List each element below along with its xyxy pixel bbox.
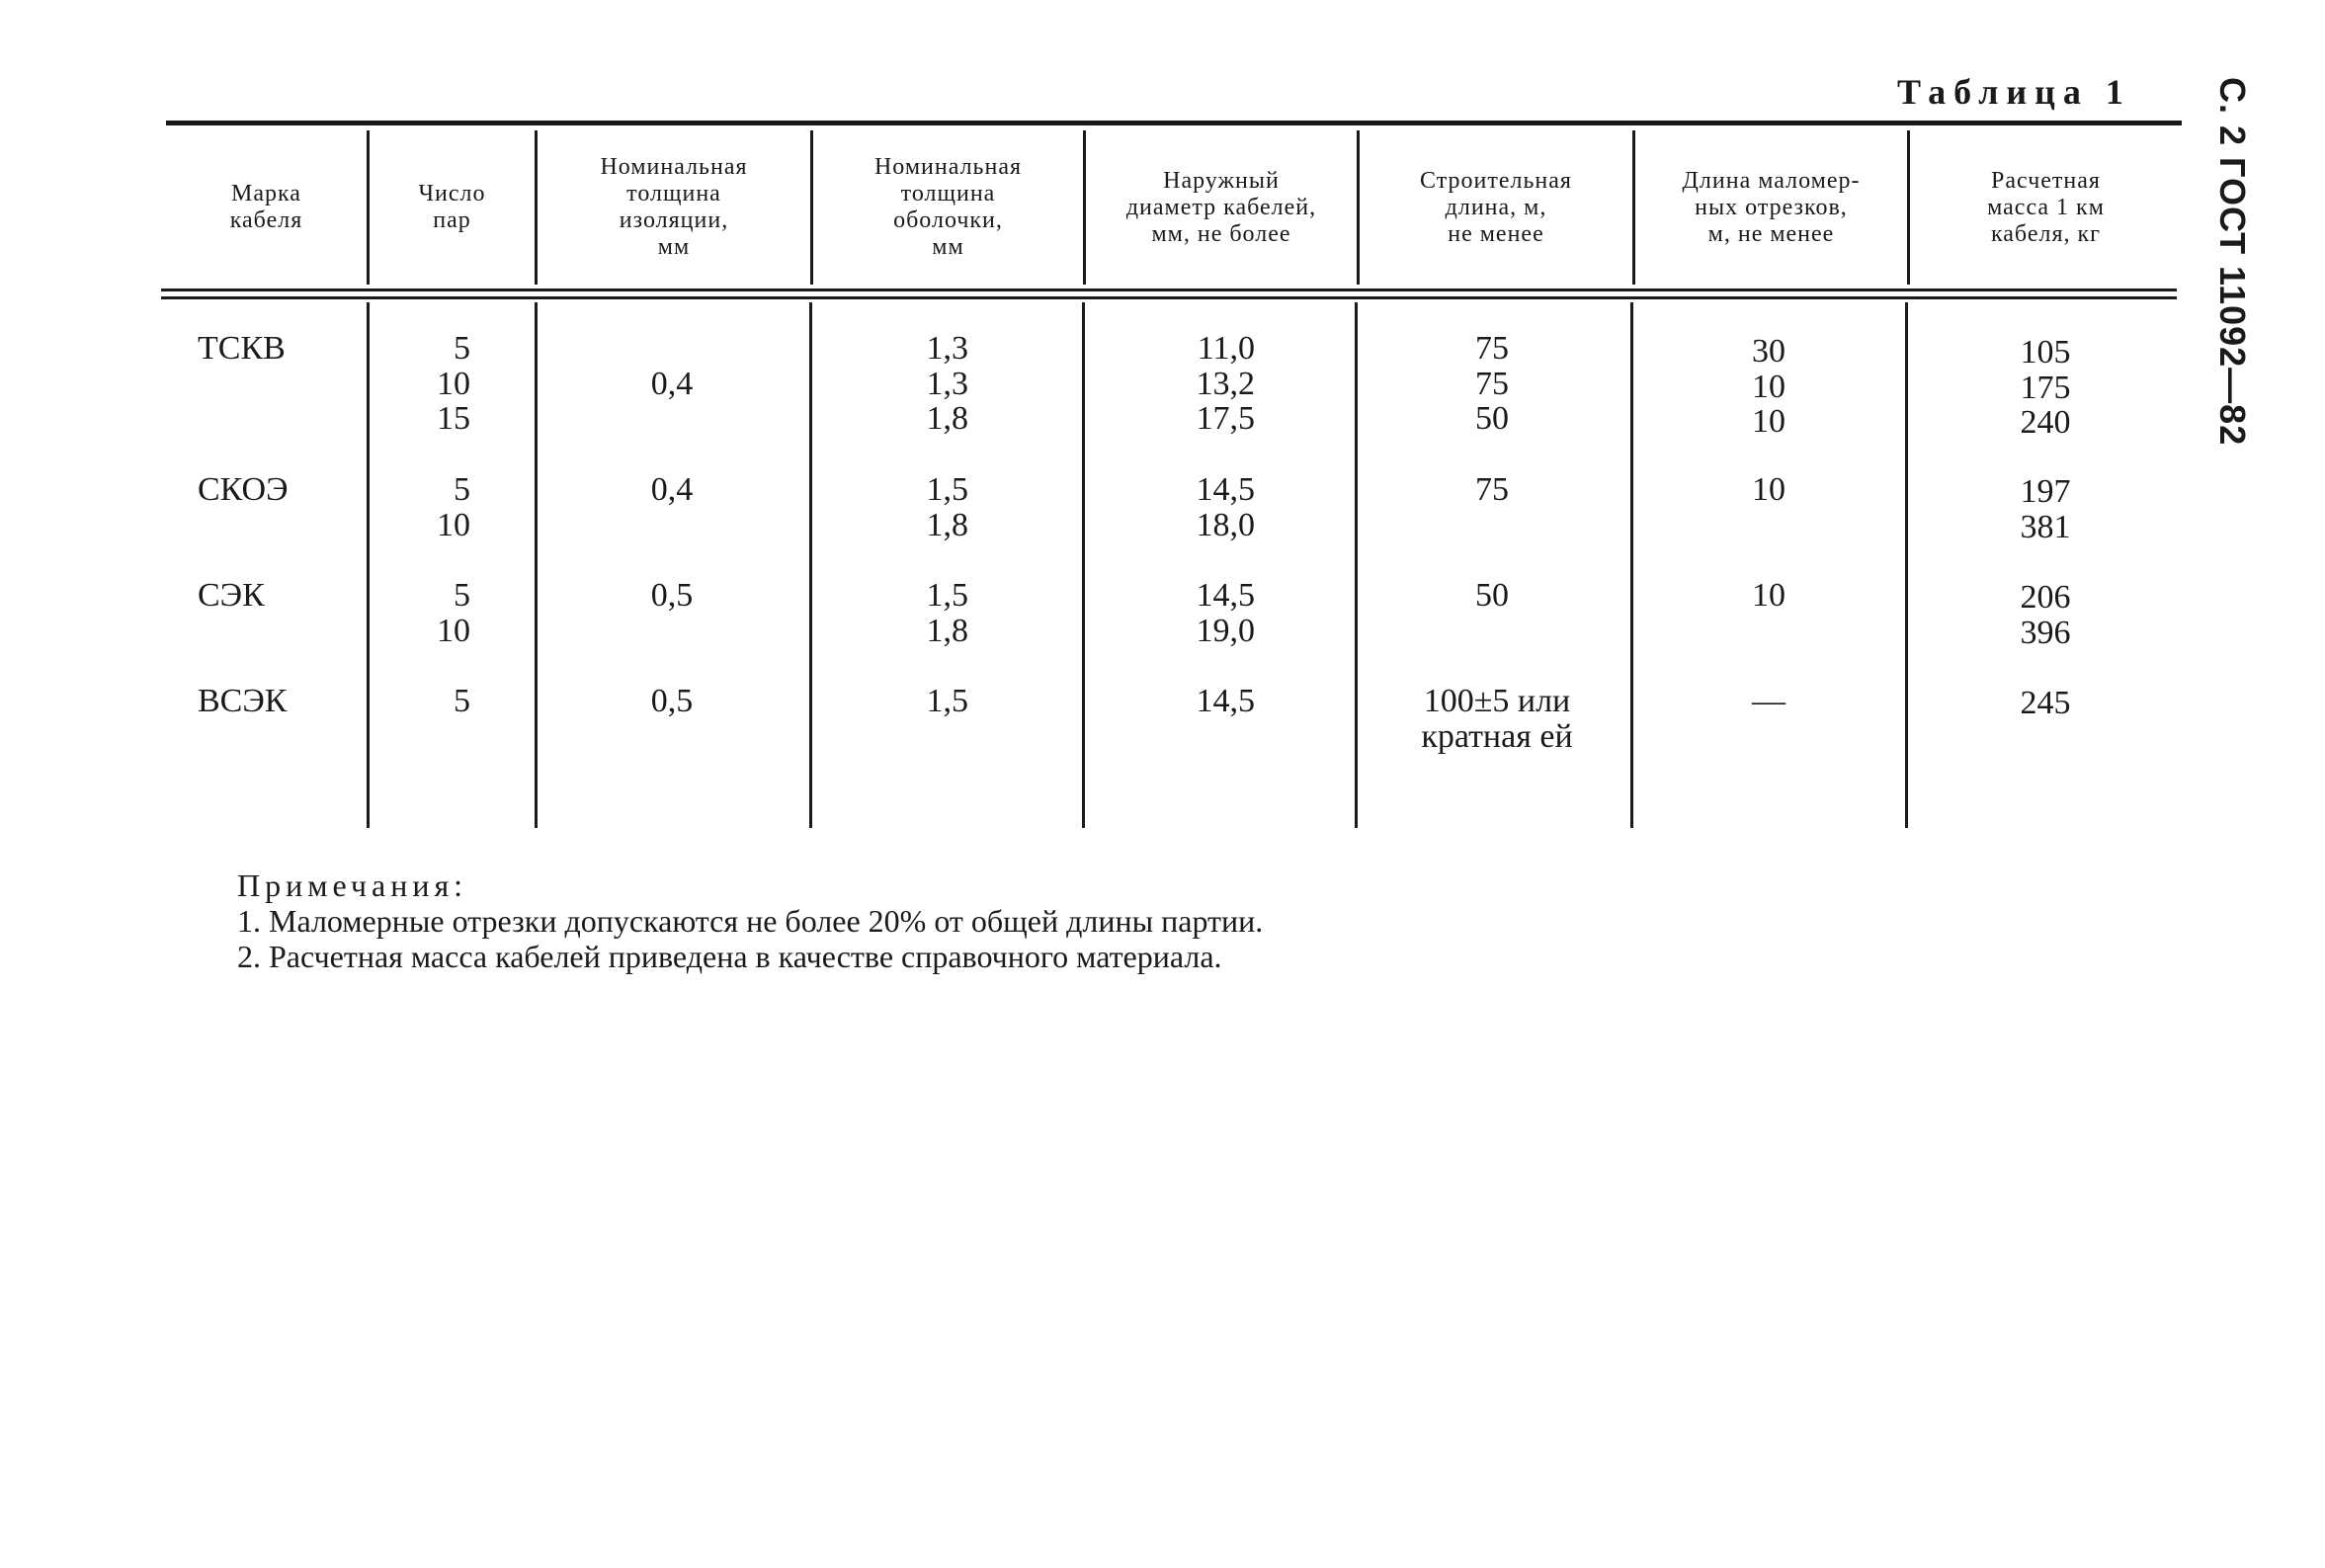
- header-outer-diameter: Наружный диаметр кабелей, мм, не более: [1125, 167, 1317, 247]
- table-cell-brand: СКОЭ: [198, 471, 289, 508]
- table-cell-short-length: 10: [1752, 577, 1785, 614]
- table-cell-brand: ВСЭК: [198, 683, 288, 719]
- table-cell-insulation: 0,5: [650, 577, 694, 614]
- table-cell-pairs: 5 10: [437, 577, 470, 649]
- table-cell-pairs: 5 10 15: [437, 330, 470, 437]
- column-divider: [1905, 302, 1908, 828]
- table-cell-length: 75: [1475, 471, 1509, 508]
- table-cell-insulation: 0,4: [650, 366, 694, 402]
- table-cell-sheath: 1,5: [926, 683, 968, 719]
- table-cell-length: 75 75 50: [1475, 330, 1509, 437]
- table-cell-mass: 245: [2020, 685, 2071, 721]
- header-short-length: Длина маломер- ных отрезков, м, не менее: [1682, 167, 1861, 247]
- table-cell-short-length: 10: [1752, 471, 1785, 508]
- table-cell-pairs: 5 10: [437, 471, 470, 543]
- header-insulation-thickness: Номинальная толщина изоляции, мм: [600, 154, 748, 260]
- table-cell-length: 100±5 или кратная ей: [1421, 683, 1573, 755]
- table-cell-mass: 206 396: [2020, 579, 2071, 651]
- notes-title: Примечания:: [237, 867, 468, 903]
- table-cell-sheath: 1,3 1,3 1,8: [926, 330, 968, 437]
- table-cell-mass: 105 175 240: [2020, 334, 2071, 441]
- table-title: Таблица 1: [1897, 72, 2131, 112]
- note-item: 1. Маломерные отрезки допускаются не более 20% от общей длины партии.: [237, 903, 1264, 939]
- table-top-rule: [166, 121, 2182, 125]
- column-divider: [535, 302, 538, 828]
- header-cable-brand: Марка кабеля: [229, 181, 303, 233]
- header-separator-rule: [161, 289, 2177, 291]
- column-divider: [1630, 302, 1633, 828]
- table-cell-length: 50: [1475, 577, 1509, 614]
- header-sheath-thickness: Номинальная толщина оболочки, мм: [873, 154, 1023, 260]
- column-divider: [1355, 302, 1358, 828]
- table-cell-insulation: 0,4: [650, 471, 694, 508]
- notes-section: [237, 867, 1263, 974]
- table-cell-brand: ТСКВ: [198, 330, 286, 367]
- column-divider: [367, 302, 370, 828]
- table-cell-pairs: 5: [454, 683, 470, 719]
- table-cell-mass: 197 381: [2020, 473, 2071, 545]
- header-pair-count: Число пар: [418, 181, 486, 233]
- table-cell-insulation: 0,5: [650, 683, 694, 719]
- table-cell-sheath: 1,5 1,8: [926, 471, 968, 543]
- table-cell-diameter: 14,5 19,0: [1196, 577, 1255, 649]
- header-calculated-mass: Расчетная масса 1 км кабеля, кг: [1987, 167, 2105, 247]
- note-item: 2. Расчетная масса кабелей приведена в качестве справочного материала.: [237, 939, 1222, 974]
- header-construction-length: Строительная длина, м, не менее: [1420, 167, 1572, 247]
- table-cell-diameter: 11,0 13,2 17,5: [1196, 330, 1255, 437]
- table-cell-short-length: 30 10 10: [1752, 333, 1785, 440]
- page-side-header: С. 2 ГОСТ 11092—82: [2212, 77, 2253, 447]
- table-cell-short-length: —: [1752, 683, 1785, 719]
- column-divider: [809, 302, 812, 828]
- header-separator-rule: [161, 296, 2177, 299]
- table-cell-brand: СЭК: [198, 577, 265, 614]
- table-cell-diameter: 14,5 18,0: [1196, 471, 1255, 543]
- column-divider: [1082, 302, 1085, 828]
- table-cell-diameter: 14,5: [1196, 683, 1255, 719]
- table-cell-sheath: 1,5 1,8: [926, 577, 968, 649]
